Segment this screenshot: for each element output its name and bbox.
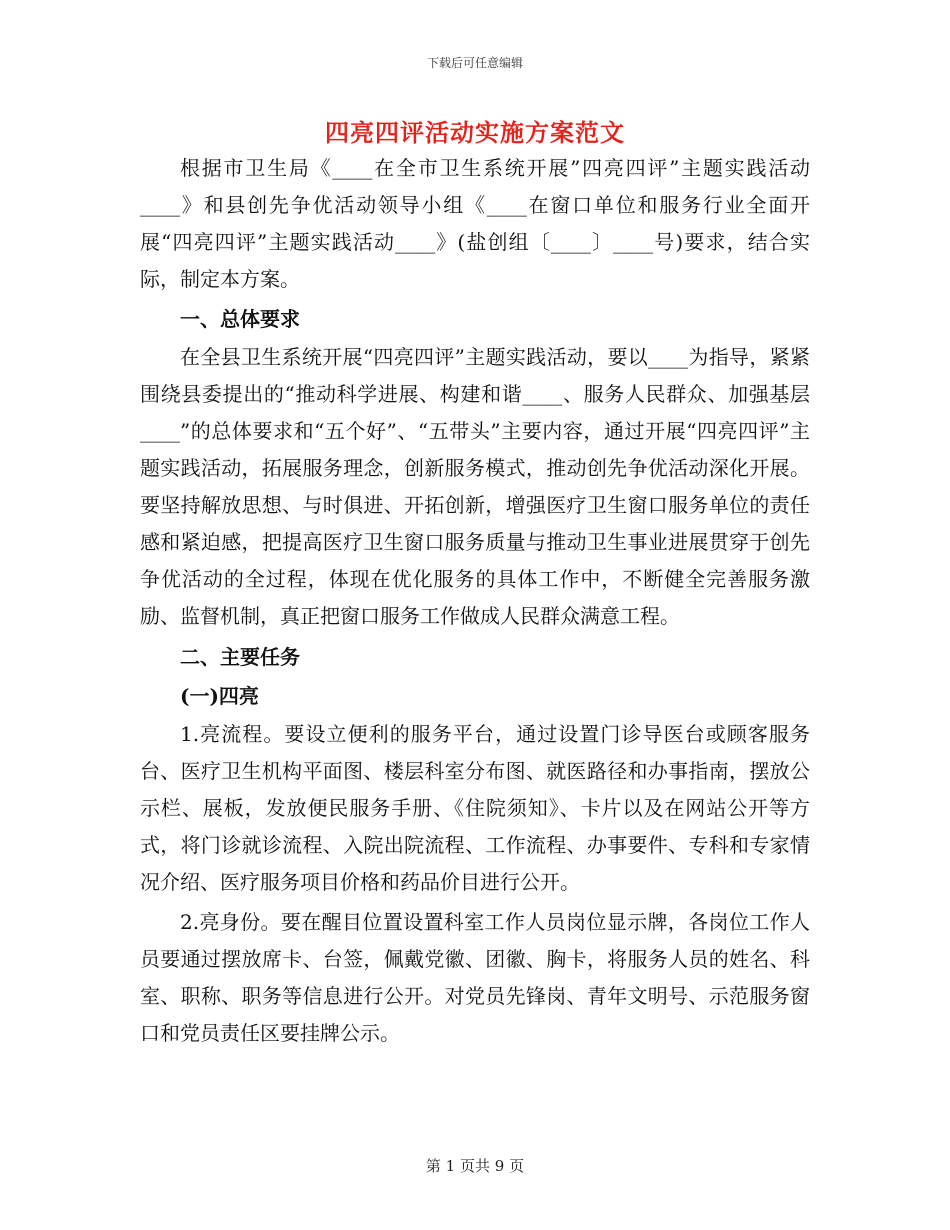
subheading-four-liang: (一)四亮	[180, 684, 259, 708]
task-item-process: 1.亮流程。要设立便利的服务平台，通过设置门诊导医台或顾客服务台、医疗卫生机构平面图、楼层科室分布图、就医路径和办事指南，摆放公示栏、展板，发放便民服务手册、《住院须知》、卡片以及在网站公开等方式，将门诊就诊流程、入院出院流程、工作流程、办事要件、专科和专家情况介绍、医疗服务项目价格和药品价目进行公开。	[140, 722, 810, 894]
section-heading-general-requirements: 一、总体要求	[180, 307, 300, 331]
intro-paragraph: 根据市卫生局《____在全市卫生系统开展”四亮四评”主题实践活动____》和县创先争优活动领导小组《____在窗口单位和服务行业全面开展“四亮四评”主题实践活动____》(盐创组〔____〕____号)要求，结合实际，制定本方案。	[140, 156, 810, 291]
page-number: 第 1 页共 9 页	[425, 1157, 525, 1175]
general-requirements-paragraph: 在全县卫生系统开展“四亮四评”主题实践活动，要以____为指导，紧紧围绕县委提出的“推动科学进展、构建和谐____、服务人民群众、加强基层____”的总体要求和“五个好”、“五带头”主要内容，通过开展“四亮四评”主题实践活动，拓展服务理念，创新服务模式，推动创先争优活动深化开展。要坚持解放思想、与时俱进、开拓创新，增强医疗卫生窗口服务单位的责任感和紧迫感，把提高医疗卫生窗口服务质量与推动卫生事业进展贯穿于创先争优活动的全过程，体现在优化服务的具体工作中，不断健全完善服务激励、监督机制，真正把窗口服务工作做成人民群众满意工程。	[140, 345, 810, 628]
page-header-note: 下载后可任意编辑	[426, 56, 523, 70]
section-heading-main-tasks: 二、主要任务	[180, 645, 300, 669]
task-item-identity: 2.亮身份。要在醒目位置设置科室工作人员岗位显示牌，各岗位工作人员要通过摆放席卡、台签，佩戴党徽、团徽、胸卡，将服务人员的姓名、科室、职称、职务等信息进行公开。对党员先锋岗、青年文明号、示范服务窗口和党员责任区要挂牌公示。	[140, 910, 810, 1045]
document-title: 四亮四评活动实施方案范文	[325, 118, 625, 147]
document-body	[140, 150, 810, 1052]
